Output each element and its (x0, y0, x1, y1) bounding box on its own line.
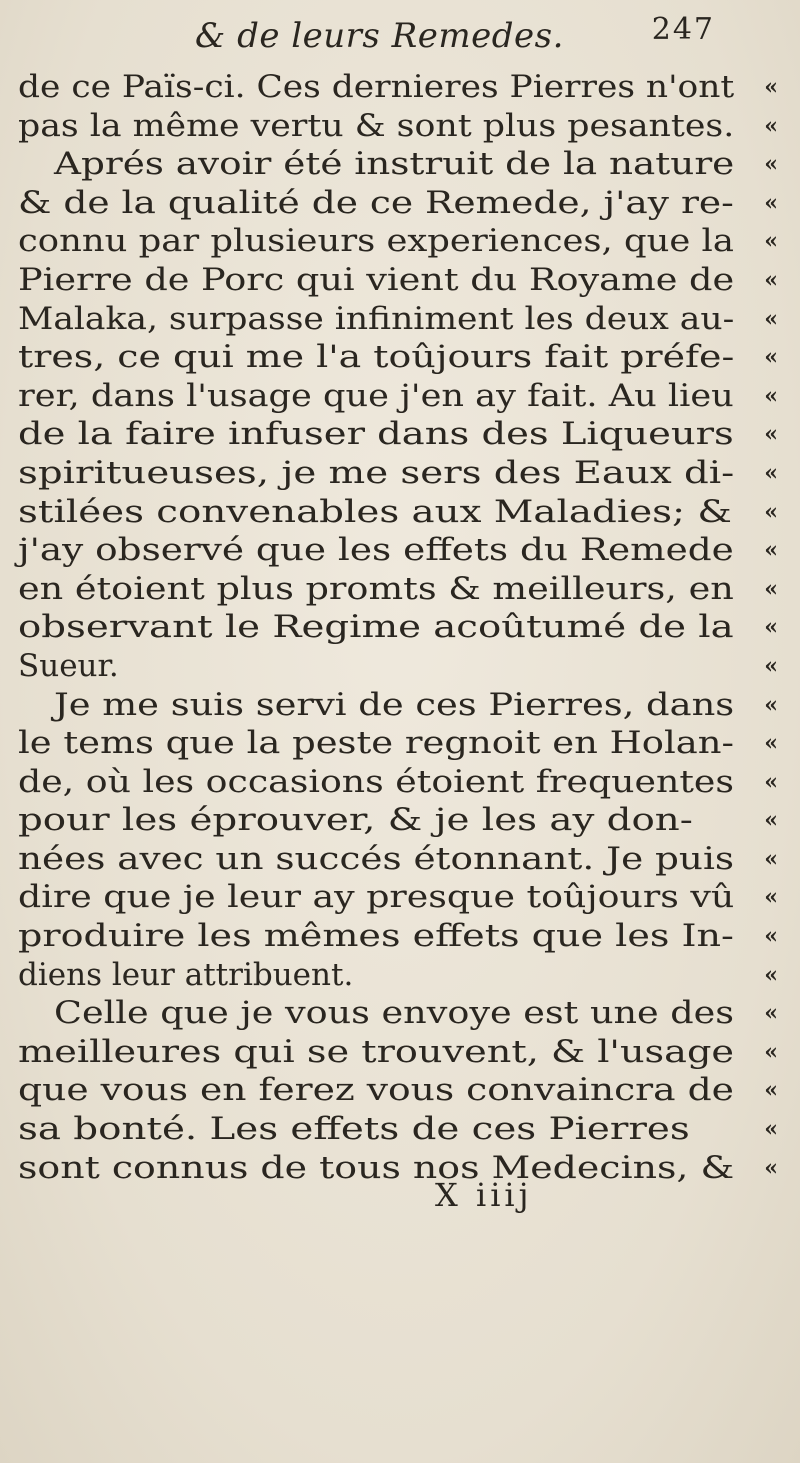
quote-mark: « (764, 1077, 778, 1104)
text-line (18, 724, 778, 763)
line-text: de la faire infuser dans des Liqueurs (18, 416, 734, 453)
line-text: connu par plusieurs experiences, que la (18, 223, 734, 260)
text-line (18, 377, 778, 416)
text-line (18, 1033, 778, 1072)
quote-mark: « (764, 884, 778, 911)
line-text: de ce Païs-ci. Ces dernieres Pierres n'ont (18, 69, 735, 105)
text-line (18, 686, 778, 725)
quote-mark: « (764, 1000, 778, 1027)
quote-mark: « (764, 151, 778, 178)
text-line (18, 493, 778, 532)
text-line (18, 763, 778, 802)
page-header (195, 12, 715, 62)
line-text: meilleures qui se trouvent, & l'usage (18, 1033, 735, 1070)
text-line (18, 338, 778, 377)
text-line (18, 454, 778, 493)
quote-mark: « (764, 421, 778, 448)
text-line (18, 1071, 778, 1110)
quote-mark: « (764, 305, 778, 332)
line-text: Sueur. (18, 647, 119, 684)
text-line (18, 531, 778, 570)
quote-mark: « (764, 1116, 778, 1143)
page-number: 247 (651, 12, 715, 47)
text-line (18, 415, 778, 454)
line-text: Aprés avoir été instruit de la nature (54, 146, 735, 183)
quote-mark: « (764, 614, 778, 641)
line-text: spiritueuses, je me sers des Eaux di- (18, 454, 735, 491)
quote-mark: « (764, 344, 778, 371)
body-text (18, 68, 778, 1187)
quote-mark: « (764, 537, 778, 564)
line-text: en étoient plus promts & meilleurs, en (18, 570, 734, 607)
line-text: Pierre de Porc qui vient du Royame de (18, 261, 735, 298)
text-line (18, 107, 778, 146)
quote-mark: « (764, 1038, 778, 1065)
line-text: j'ay observé que les effets du Remede (18, 532, 734, 569)
text-line (18, 300, 778, 339)
line-text: Je me suis servi de ces Pierres, dans (54, 686, 735, 723)
text-line (18, 1110, 778, 1149)
line-text: rer, dans l'usage que j'en ay fait. Au lieu (18, 377, 734, 414)
text-line (18, 917, 778, 956)
quote-mark: « (764, 228, 778, 255)
quote-mark: « (764, 498, 778, 525)
quote-mark: « (764, 1154, 778, 1181)
quote-mark: « (764, 961, 778, 988)
text-line (18, 840, 778, 879)
line-text: dire que je leur ay presque toûjours vû (18, 879, 735, 916)
line-text: produire les mêmes effets que les In- (18, 918, 734, 955)
line-text: pour les éprouver, & je les ay don- (18, 802, 693, 839)
quote-mark: « (764, 459, 778, 486)
line-text: Malaka, surpasse infiniment les deux au- (18, 300, 735, 337)
line-text: pas la même vertu & sont plus pesantes. (18, 107, 735, 144)
text-line (18, 1149, 778, 1188)
text-line (18, 145, 778, 184)
line-text: Celle que je vous envoye est une des (54, 995, 735, 1032)
quote-mark: « (764, 845, 778, 872)
quote-mark: « (764, 768, 778, 795)
running-head: & de leurs Remedes. (195, 16, 564, 56)
quote-mark: « (764, 382, 778, 409)
quote-mark: « (764, 652, 778, 679)
quote-mark: « (764, 266, 778, 293)
line-text: observant le Regime acoûtumé de la (18, 609, 734, 646)
text-line (18, 647, 778, 686)
signature-mark: X iiij (435, 1176, 533, 1214)
line-text: sa bonté. Les effets de ces Pierres (18, 1111, 690, 1148)
quote-mark: « (764, 730, 778, 757)
text-line (18, 608, 778, 647)
line-text: le tems que la peste regnoit en Holan- (18, 725, 734, 762)
text-line (18, 184, 778, 223)
text-line (18, 801, 778, 840)
line-text: stilées convenables aux Maladies; & (18, 493, 732, 530)
text-line (18, 994, 778, 1033)
text-line (18, 261, 778, 300)
line-text: nées avec un succés étonnant. Je puis (18, 840, 735, 877)
quote-mark: « (764, 112, 778, 139)
quote-mark: « (764, 74, 778, 100)
line-text: tres, ce qui me l'a toûjours fait préfe- (18, 339, 735, 376)
text-line (18, 878, 778, 917)
line-text: diens leur attribuent. (18, 956, 354, 993)
line-text: que vous en ferez vous convaincra de (18, 1072, 734, 1109)
text-line (18, 570, 778, 609)
line-text: sont connus de tous nos Medecins, & (18, 1149, 735, 1186)
text-line (18, 222, 778, 261)
line-text: & de la qualité de ce Remede, j'ay re- (18, 184, 734, 221)
text-line (18, 956, 778, 995)
line-text: de, où les occasions étoient frequentes (18, 763, 735, 800)
quote-mark: « (764, 807, 778, 834)
quote-mark: « (764, 189, 778, 216)
quote-mark: « (764, 691, 778, 718)
quote-mark: « (764, 923, 778, 950)
text-line (18, 68, 778, 107)
quote-mark: « (764, 575, 778, 602)
